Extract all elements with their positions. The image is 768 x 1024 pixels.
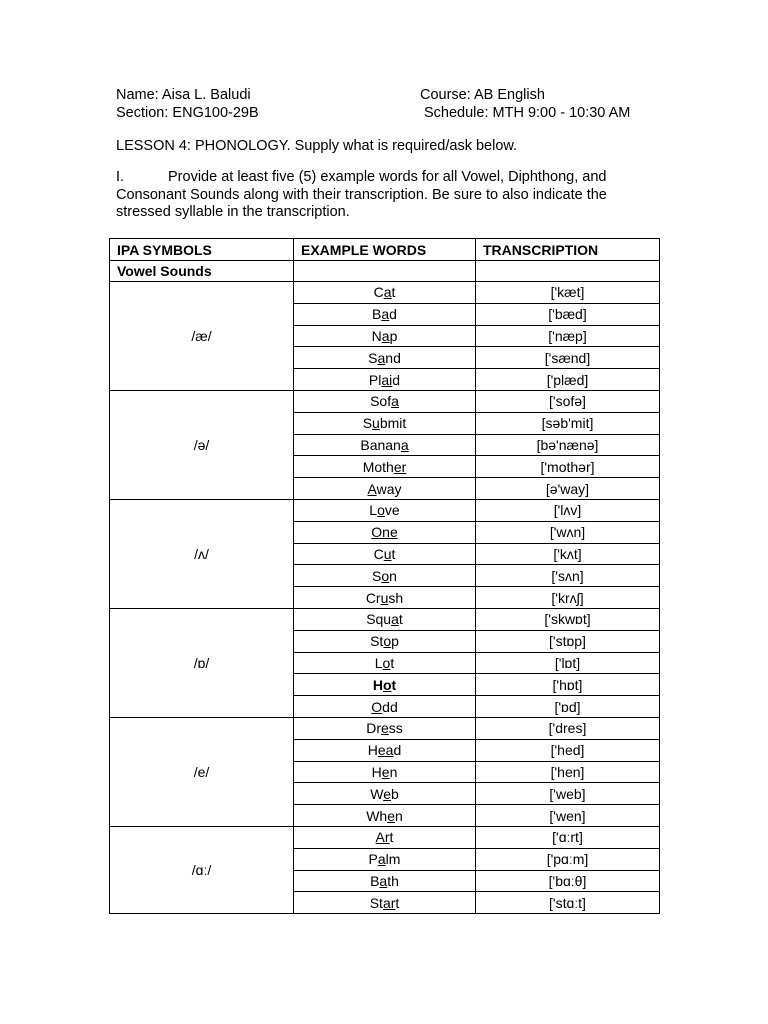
word-underlined-vowel: u [380,589,389,606]
transcription-cell: ['kæt] [476,282,660,304]
example-word-cell [294,434,476,456]
transcription-cell: ['stɑːt] [476,892,660,914]
example-word-cell [294,717,476,739]
word-underlined-vowel: u [372,415,380,432]
word-prefix: Dr [366,720,381,737]
transcription-cell: ['plæd] [476,369,660,391]
example-word-cell [294,696,476,718]
word-underlined-vowel: O [371,698,383,715]
transcription-cell: ['bɑːθ] [476,870,660,892]
word-prefix: H [371,763,382,780]
document-header [116,86,676,122]
word-prefix: S [362,415,373,432]
phonology-table [109,238,660,914]
word-prefix: N [371,327,382,344]
transcription-cell: ['ɒd] [476,696,660,718]
example-word-cell [294,282,476,304]
ipa-symbol-cell: /ɑː/ [110,826,294,913]
word-underlined-vowel: a [383,284,392,301]
word-underlined-vowel: e [383,785,391,802]
word-suffix: th [387,872,399,889]
transcription-cell: ['skwɒt] [476,608,660,630]
transcription-cell: ['lɒt] [476,652,660,674]
word-suffix: t [389,829,394,846]
word-underlined-vowel: a [381,306,390,323]
table-header-row [110,239,660,261]
example-word-cell [294,390,476,412]
word-prefix: W [370,785,384,802]
transcription-cell: ['sʌn] [476,565,660,587]
transcription-cell: ['pɑːm] [476,848,660,870]
table-body [110,261,660,914]
word-prefix: B [372,306,382,323]
word-prefix: Banan [360,436,401,453]
word-suffix: d [392,371,401,388]
word-underlined-vowel: a [400,436,409,453]
student-name: Name: Aisa L. Baludi [116,87,251,103]
example-word-cell [294,369,476,391]
word-underlined-vowel: a [377,851,386,868]
example-word-cell [294,652,476,674]
word-underlined-vowel: ai [381,371,393,388]
word-suffix: bmit [379,415,407,432]
ipa-symbol-cell: /ʌ/ [110,499,294,608]
header-row-2 [116,104,676,122]
course: Course: AB English [420,87,545,103]
instruction-text: Provide at least five (5) example words for all Vowel, Diphthong, and Consonant Sounds along with their transcription. Be sure to also indicate the stressed syllable in the transcription. [116,169,607,220]
instruction-number: I. [116,169,125,185]
ipa-symbol-cell: /ə/ [110,390,294,499]
word-suffix: ve [384,502,400,519]
word-prefix: L [374,654,383,671]
example-word-cell [294,587,476,609]
example-word-cell [294,630,476,652]
word-suffix: dd [382,698,398,715]
word-prefix: St [370,633,384,650]
word-underlined-vowel: er [393,458,407,475]
ipa-symbol-cell: /ɒ/ [110,608,294,717]
table-row [110,499,660,521]
word-underlined-vowel: u [383,545,392,562]
word-suffix: n [389,763,398,780]
transcription-cell: [ə'way] [476,478,660,500]
word-suffix: t [391,676,397,693]
word-suffix: p [391,633,399,650]
word-underlined-vowel: o [382,654,391,671]
word-underlined-vowel: One [371,524,398,541]
word-suffix: t [390,654,395,671]
example-word-cell [294,674,476,696]
transcription-cell: ['krʌʃ] [476,587,660,609]
word-underlined-vowel: ea [377,742,394,759]
transcription-cell: ['sofə] [476,390,660,412]
table-row [110,608,660,630]
word-underlined-vowel: a [379,872,388,889]
word-underlined-vowel: a [391,393,399,410]
column-header-ipa-symbols: IPA SYMBOLS [110,239,294,261]
transcription-cell: ['wen] [476,805,660,827]
transcription-cell: [səb'mit] [476,412,660,434]
word-prefix: C [373,545,384,562]
lesson-title: LESSON 4: PHONOLOGY. Supply what is required/ask below. [116,138,518,154]
word-underlined-vowel: a [391,611,399,628]
word-underlined-vowel: a [377,349,386,366]
empty-cell [294,261,476,282]
example-word-cell [294,892,476,914]
example-word-cell [294,826,476,848]
instruction [116,169,656,222]
word-prefix: H [372,676,383,693]
table-row [110,390,660,412]
example-word-cell [294,848,476,870]
word-underlined-vowel: e [380,720,389,737]
word-suffix: n [389,567,397,584]
transcription-cell: ['hɒt] [476,674,660,696]
word-suffix: t [391,284,396,301]
word-suffix: lm [385,851,401,868]
example-word-cell [294,412,476,434]
example-word-cell [294,456,476,478]
word-suffix: t [398,611,403,628]
word-suffix: d [393,742,402,759]
word-prefix: Cr [365,589,381,606]
word-underlined-vowel: o [377,502,385,519]
word-suffix: b [390,785,399,802]
word-underlined-vowel: e [381,763,390,780]
word-prefix: P [368,851,378,868]
transcription-cell: ['sænd] [476,347,660,369]
word-suffix: p [389,327,398,344]
word-prefix: H [367,742,378,759]
word-suffix: t [391,545,396,562]
word-prefix: Wh [366,807,388,824]
word-underlined-vowel: Ar [375,829,390,846]
word-underlined-vowel: a [381,327,390,344]
section: Section: ENG100-29B [116,105,259,121]
word-suffix: t [395,894,400,911]
transcription-cell: ['wʌn] [476,521,660,543]
example-word-cell [294,608,476,630]
example-word-cell [294,543,476,565]
example-word-cell [294,870,476,892]
transcription-cell: ['hen] [476,761,660,783]
transcription-cell: ['næp] [476,325,660,347]
word-underlined-vowel: A [367,480,377,497]
word-suffix: n [395,807,403,824]
column-header-transcription: TRANSCRIPTION [476,239,660,261]
schedule: Schedule: MTH 9:00 - 10:30 AM [424,105,631,121]
transcription-cell: ['web] [476,783,660,805]
word-prefix: Moth [362,458,394,475]
table-row [110,826,660,848]
transcription-cell: ['dres] [476,717,660,739]
word-underlined-vowel: o [383,633,392,650]
word-suffix: ss [388,720,403,737]
word-prefix: Squ [366,611,392,628]
example-word-cell [294,565,476,587]
word-prefix: Sof [370,393,392,410]
word-underlined-vowel: e [387,807,395,824]
transcription-cell: ['bæd] [476,303,660,325]
example-word-cell [294,303,476,325]
word-underlined-vowel: ar [382,894,396,911]
word-suffix: sh [388,589,404,606]
word-prefix: S [368,349,378,366]
word-prefix: L [369,502,378,519]
transcription-cell: ['kʌt] [476,543,660,565]
ipa-symbol-cell: /æ/ [110,282,294,391]
category-label: Vowel Sounds [110,261,294,282]
table-row [110,717,660,739]
word-suffix: nd [385,349,401,366]
example-word-cell [294,521,476,543]
example-word-cell [294,499,476,521]
example-word-cell [294,739,476,761]
word-suffix: way [376,480,402,497]
word-prefix: S [372,567,382,584]
word-prefix: C [373,284,384,301]
example-word-cell [294,805,476,827]
word-prefix: St [369,894,383,911]
word-prefix: Pl [368,371,382,388]
example-word-cell [294,347,476,369]
category-row [110,261,660,282]
example-word-cell [294,783,476,805]
transcription-cell: [bə'nænə] [476,434,660,456]
word-underlined-vowel: o [381,567,390,584]
transcription-cell: ['hed] [476,739,660,761]
word-suffix: d [389,306,397,323]
transcription-cell: ['stɒp] [476,630,660,652]
transcription-cell: ['mothər] [476,456,660,478]
example-word-cell [294,478,476,500]
transcription-cell: ['lʌv] [476,499,660,521]
word-underlined-vowel: o [382,676,392,693]
transcription-cell: ['ɑːrt] [476,826,660,848]
header-row-1 [116,86,676,104]
word-prefix: B [370,872,380,889]
table-row [110,282,660,304]
ipa-symbol-cell: /e/ [110,717,294,826]
empty-cell [476,261,660,282]
example-word-cell [294,761,476,783]
example-word-cell [294,325,476,347]
column-header-example-words: EXAMPLE WORDS [294,239,476,261]
